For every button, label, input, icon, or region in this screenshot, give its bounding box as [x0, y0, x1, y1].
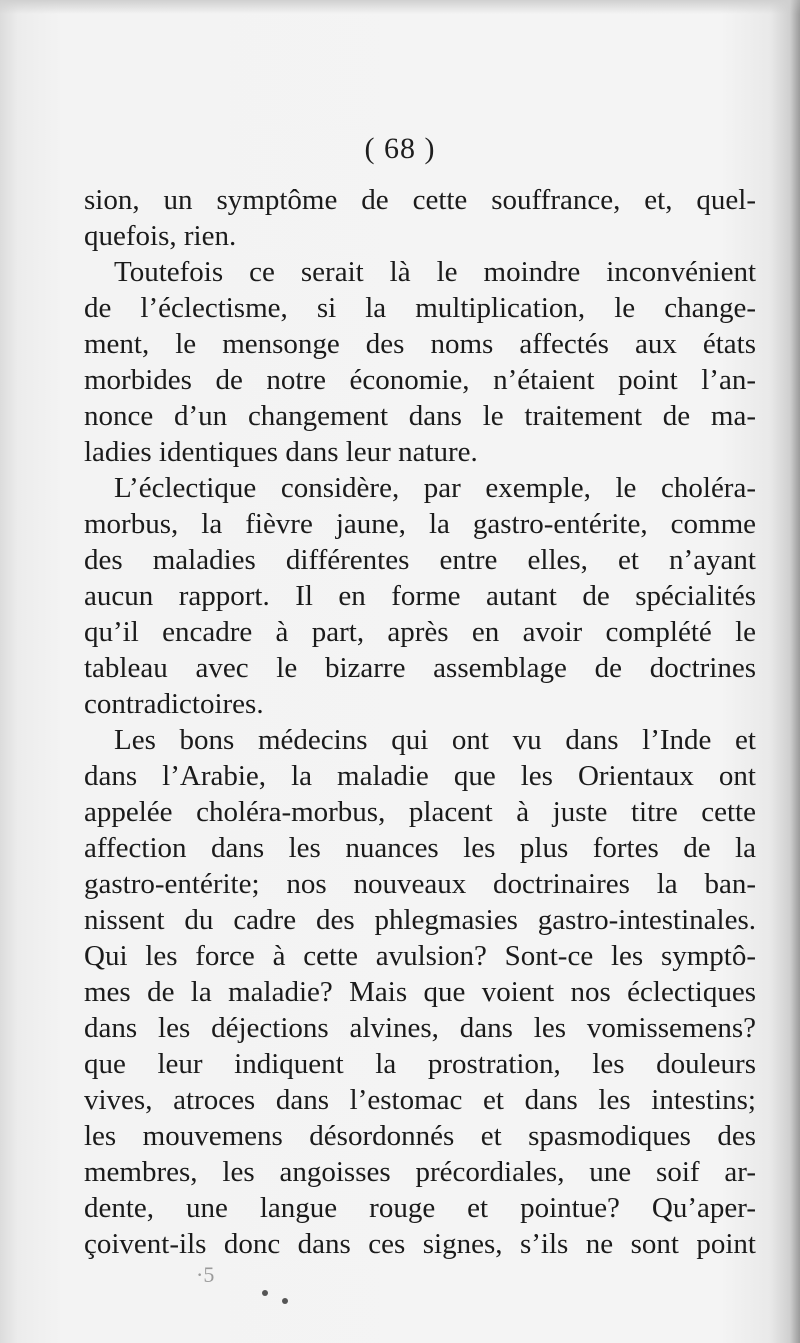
text-line: ment, le mensonge des noms affectés aux états — [84, 328, 756, 360]
text-line: affection dans les nuances les plus fortes de la — [84, 832, 756, 864]
text-line: sion, un symptôme de cette souffrance, et, quel- — [84, 184, 756, 216]
text-line: ladies identiques dans leur nature. — [84, 436, 478, 468]
page-right-shadow — [790, 0, 800, 1343]
text-line: Les bons médecins qui ont vu dans l’Inde et — [114, 724, 756, 756]
ink-speck — [262, 1290, 268, 1296]
text-line: les mouvemens désordonnés et spasmodiques des — [84, 1120, 756, 1152]
text-line: aucun rapport. Il en forme autant de spécialités — [84, 580, 756, 612]
text-line: L’éclectique considère, par exemple, le choléra- — [114, 472, 756, 504]
body-text — [84, 182, 756, 1262]
bottom-mark: ·5 — [196, 1262, 215, 1287]
text-line: gastro-entérite; nos nouveaux doctrinaires la ban- — [84, 868, 756, 900]
page-number: ( 68 ) — [364, 132, 436, 165]
text-line: nonce d’un changement dans le traitement de ma- — [84, 400, 756, 432]
text-line: dans l’Arabie, la maladie que les Orientaux ont — [84, 760, 756, 792]
text-line: tableau avec le bizarre assemblage de doctrines — [84, 652, 756, 684]
text-line: quefois, rien. — [84, 220, 237, 252]
text-line: membres, les angoisses précordiales, une soif ar- — [84, 1156, 756, 1188]
text-line: des maladies différentes entre elles, et n’ayant — [84, 544, 756, 576]
text-line: de l’éclectisme, si la multiplication, le change- — [84, 292, 756, 324]
text-line: vives, atroces dans l’estomac et dans les intestins; — [84, 1084, 756, 1116]
text-line: contradictoires. — [84, 688, 264, 720]
text-line: Qui les force à cette avulsion? Sont-ce les symptô- — [84, 940, 756, 972]
text-line: dente, une langue rouge et pointue? Qu’aper- — [84, 1192, 756, 1224]
text-line: morbides de notre économie, n’étaient point l’an- — [84, 364, 756, 396]
text-line: que leur indiquent la prostration, les douleurs — [84, 1048, 756, 1080]
text-line: mes de la maladie? Mais que voient nos éclectiques — [84, 976, 756, 1008]
text-line: Toutefois ce serait là le moindre inconvénient — [114, 256, 756, 288]
page-top-shadow — [0, 0, 800, 14]
ink-speck — [282, 1298, 288, 1304]
text-line: dans les déjections alvines, dans les vomissemens? — [84, 1012, 756, 1044]
text-line: qu’il encadre à part, après en avoir complété le — [84, 616, 756, 648]
text-line: çoivent-ils donc dans ces signes, s’ils ne sont point — [84, 1228, 756, 1260]
text-line: appelée choléra-morbus, placent à juste titre cette — [84, 796, 756, 828]
text-line: morbus, la fièvre jaune, la gastro-entérite, comme — [84, 508, 756, 540]
text-line: nissent du cadre des phlegmasies gastro-intestinales. — [84, 904, 756, 936]
